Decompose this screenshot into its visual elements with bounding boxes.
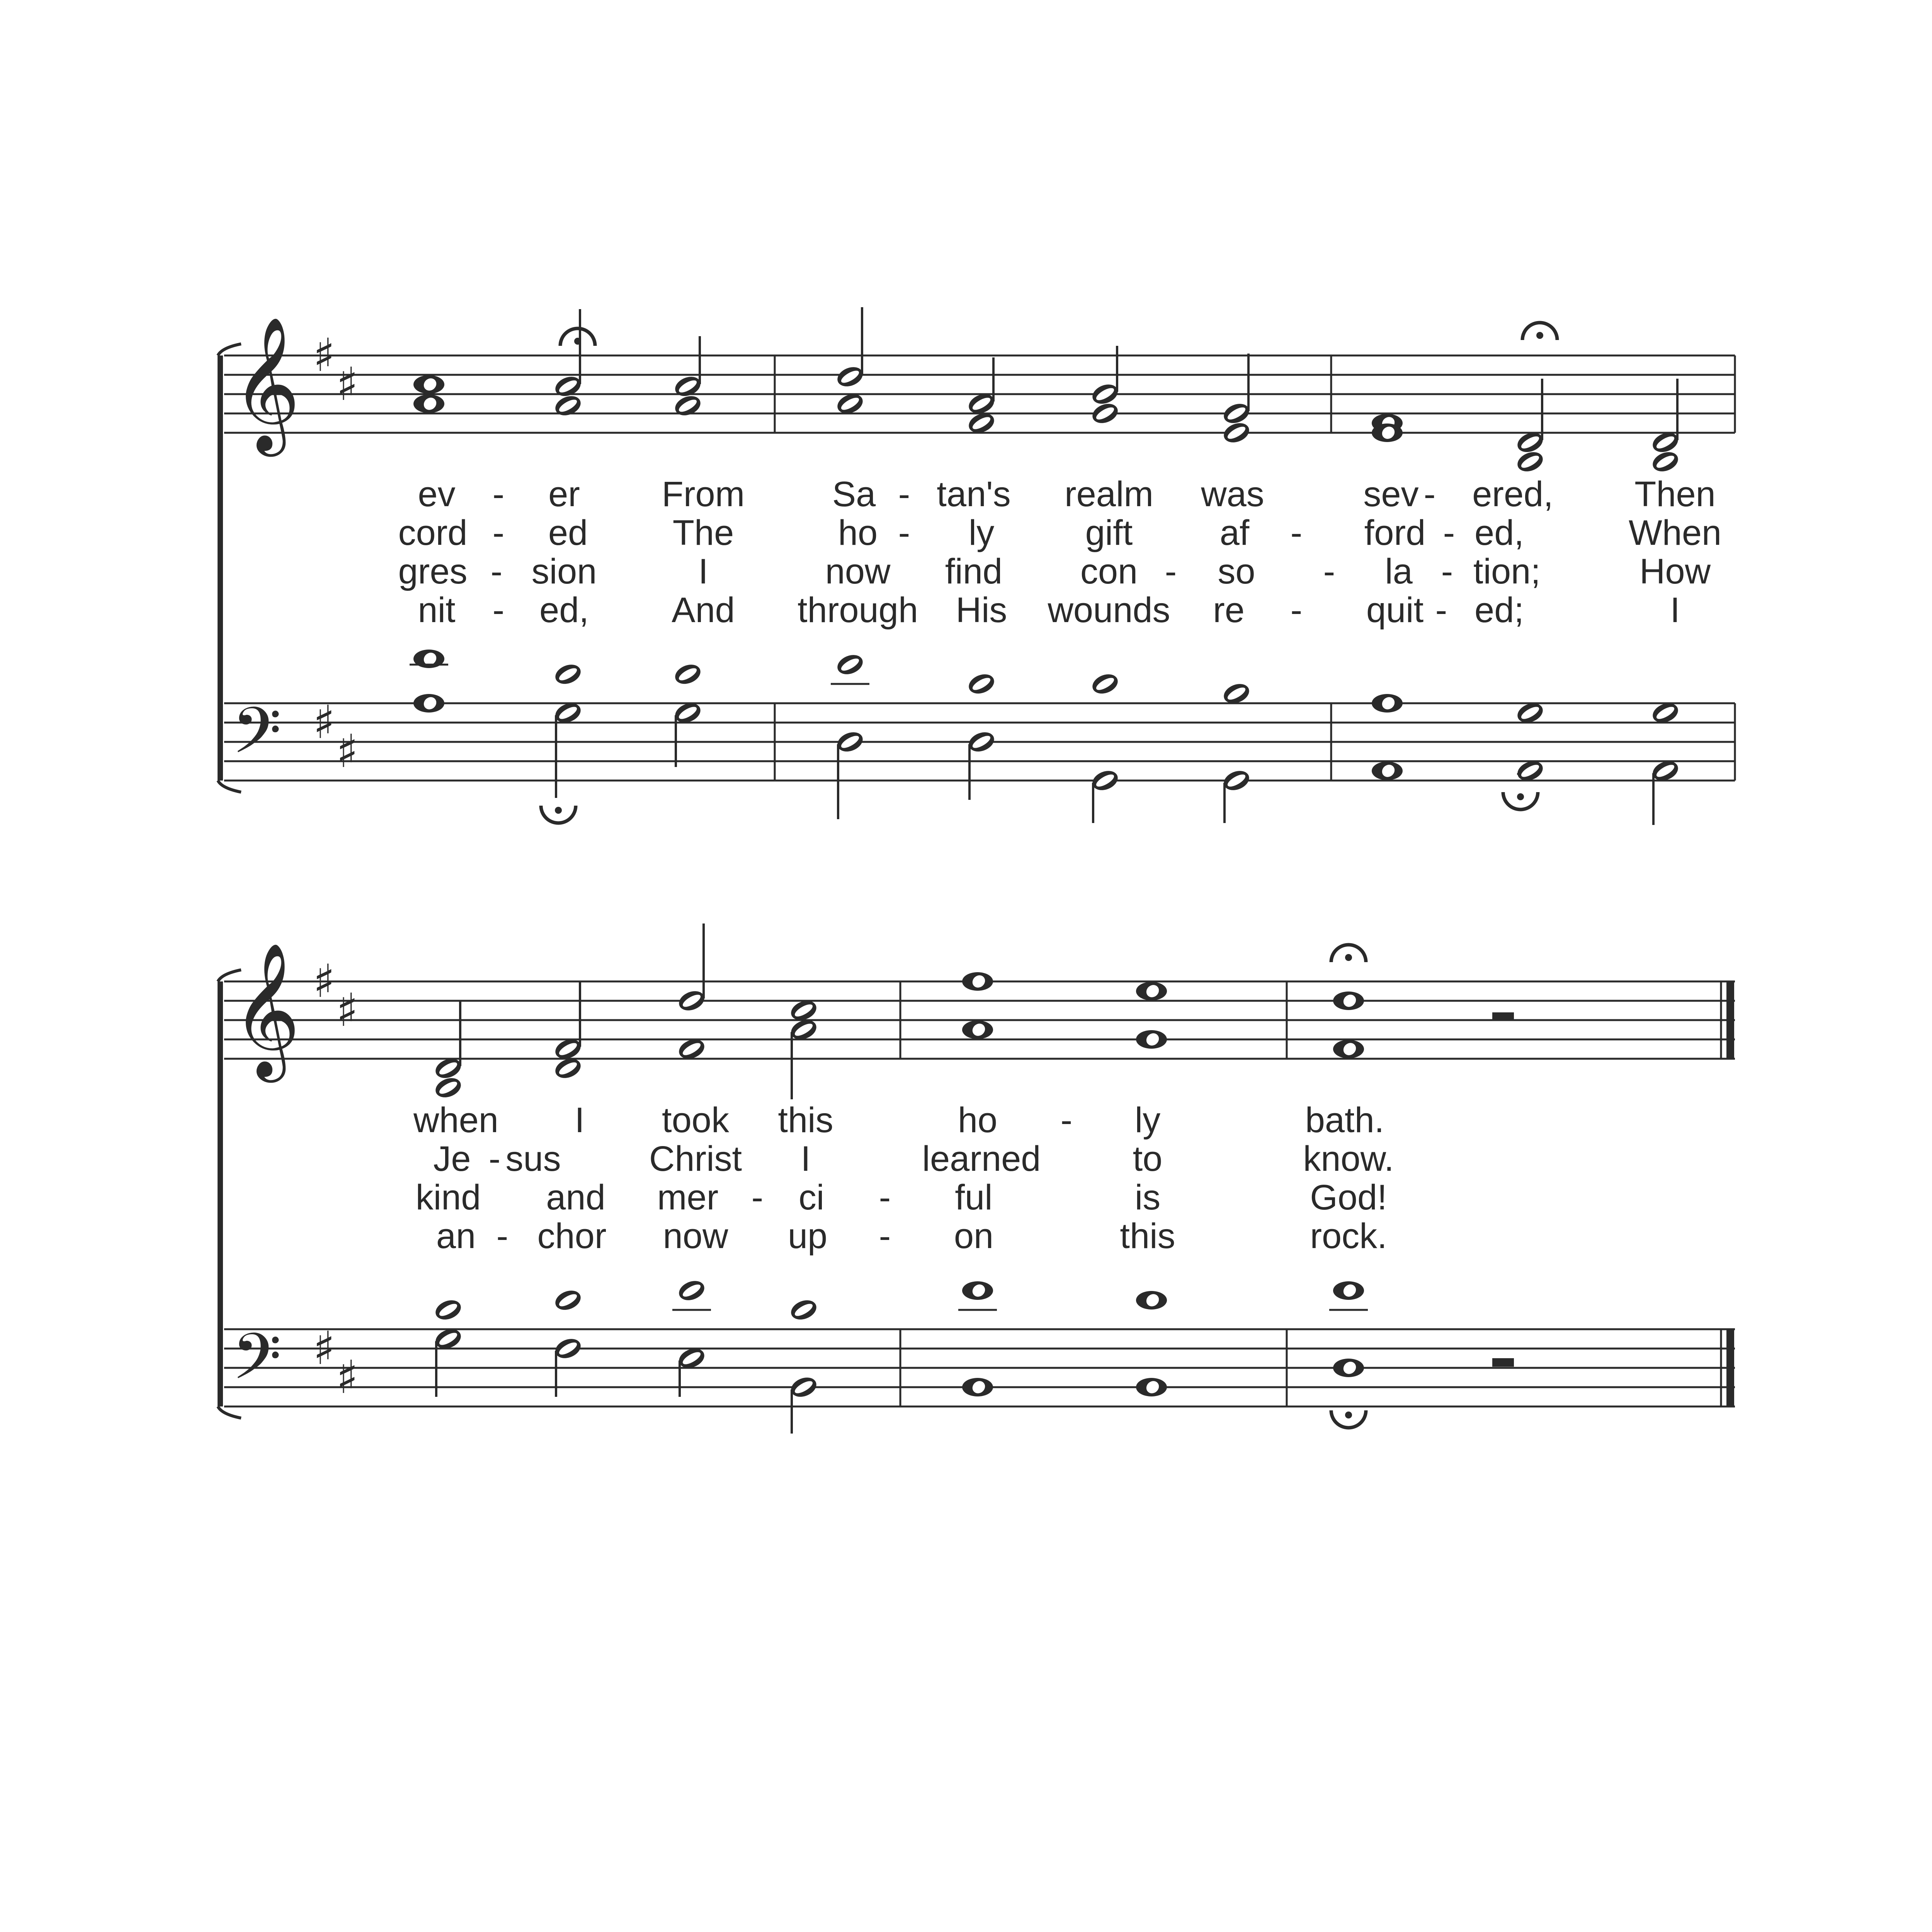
lyric-s1-v4-0: nit (418, 590, 456, 630)
half-note (1090, 671, 1121, 697)
half-note (672, 661, 703, 687)
half-note (1650, 449, 1681, 475)
lyric-s1-v3-12: tion; (1473, 552, 1541, 591)
half-rest-icon (1492, 1012, 1514, 1021)
lyric-s1-v1-6: tan's (937, 474, 1011, 514)
half-note (1221, 354, 1252, 427)
system-1-lyrics (398, 474, 1722, 630)
half-note (553, 309, 583, 400)
lyric-s1-v4-9: quit (1366, 590, 1424, 630)
lyric-s2-v4-6: on (954, 1216, 994, 1256)
lyric-s2-v2-4: I (801, 1139, 811, 1179)
lyric-s2-v1-0: when (413, 1100, 498, 1140)
lyric-s1-v4-8: - (1290, 590, 1303, 630)
half-note (835, 651, 866, 678)
half-note (1515, 379, 1546, 456)
sharp-icon: ♯ (336, 983, 359, 1037)
lyric-s2-v4-5: - (879, 1216, 891, 1256)
lyric-s2-v1-2: took (662, 1100, 729, 1140)
half-note (553, 981, 583, 1062)
whole-note (1333, 1359, 1364, 1377)
lyric-s1-v3-2: sion (531, 552, 597, 591)
lyric-s1-v4-7: re (1213, 590, 1245, 630)
lyric-s2-v2-7: know. (1303, 1139, 1394, 1179)
lyric-s1-v1-8: was (1201, 474, 1264, 514)
half-note (1221, 767, 1252, 823)
whole-note (1372, 762, 1403, 780)
half-note (433, 1326, 464, 1397)
sharp-icon: ♯ (336, 1350, 359, 1404)
half-note (553, 393, 583, 419)
treble-clef-icon: 𝄞 (232, 942, 301, 1077)
lyric-s2-v1-5: - (1060, 1100, 1073, 1140)
lyric-s1-v1-0: ev (418, 474, 456, 514)
lyric-s1-v2-5: - (898, 513, 910, 553)
half-note (966, 357, 997, 417)
half-note (966, 729, 997, 800)
lyric-s2-v3-4: ci (798, 1178, 825, 1217)
lyric-s1-v2-0: cord (398, 513, 468, 553)
half-note (553, 661, 583, 687)
whole-note (962, 1281, 993, 1300)
lyric-s2-v2-6: to (1133, 1139, 1163, 1179)
bass-clef-icon: 𝄢 (232, 694, 282, 784)
lyric-s1-v1-7: realm (1064, 474, 1154, 514)
whole-note (1372, 694, 1403, 713)
half-note (1650, 379, 1681, 456)
lyric-s1-v1-12: Then (1634, 474, 1716, 514)
lyric-s1-v1-4: Sa (832, 474, 876, 514)
lyrics (398, 474, 1722, 1256)
half-note (433, 1297, 464, 1323)
lyric-s1-v3-11: - (1441, 552, 1453, 591)
half-note (1090, 767, 1121, 823)
system-2-lyrics (413, 1100, 1394, 1256)
lyric-s2-v3-8: God! (1310, 1178, 1387, 1217)
lyric-s2-v2-1: - (488, 1139, 501, 1179)
lyric-s1-v2-2: ed (548, 513, 588, 553)
lyric-s2-v1-7: bath. (1305, 1100, 1384, 1140)
whole-note (962, 972, 993, 991)
lyric-s1-v2-13: When (1628, 513, 1722, 553)
whole-note (1136, 982, 1167, 1000)
lyric-s1-v3-6: con (1080, 552, 1138, 591)
whole-note (413, 694, 444, 713)
half-note (966, 671, 997, 697)
lyric-s1-v4-5: His (956, 590, 1007, 630)
half-note (672, 336, 703, 400)
sharp-icon: ♯ (313, 1321, 335, 1375)
lyric-s1-v2-1: - (492, 513, 505, 553)
lyric-s1-v2-3: The (672, 513, 734, 553)
half-note (676, 923, 707, 1014)
fermata-dot (1345, 954, 1352, 961)
half-note (672, 393, 703, 419)
lyric-s1-v1-11: ered, (1472, 474, 1553, 514)
lyric-s1-v4-4: through (797, 590, 918, 630)
lyric-s1-v1-1: - (492, 474, 505, 514)
fermata-dot (1517, 793, 1524, 800)
lyric-s1-v1-5: - (898, 474, 910, 514)
lyric-s1-v1-10: - (1423, 474, 1436, 514)
lyric-s1-v2-7: gift (1085, 513, 1133, 553)
lyric-s1-v3-10: la (1385, 552, 1413, 591)
lyric-s2-v1-3: this (778, 1100, 833, 1140)
lyric-s1-v1-2: er (548, 474, 580, 514)
whole-note (1136, 1030, 1167, 1049)
sharp-icon: ♯ (313, 328, 335, 382)
lyric-s1-v3-5: find (945, 552, 1003, 591)
half-note (1221, 420, 1252, 446)
lyric-s1-v4-2: ed, (539, 590, 589, 630)
lyric-s2-v3-3: - (751, 1178, 764, 1217)
lyric-s2-v4-0: an (436, 1216, 476, 1256)
lyric-s2-v3-5: - (879, 1178, 891, 1217)
half-note (676, 1345, 707, 1397)
half-note (835, 307, 866, 390)
half-note (1650, 758, 1681, 825)
lyric-s2-v2-0: Je (433, 1139, 471, 1179)
half-note (835, 729, 866, 819)
lyric-s1-v3-13: How (1639, 552, 1711, 591)
lyric-s1-v1-3: From (662, 474, 745, 514)
whole-note (1136, 1291, 1167, 1310)
half-note (1515, 449, 1546, 475)
lyric-s2-v2-2: sus (505, 1139, 561, 1179)
lyric-s1-v4-3: And (672, 590, 735, 630)
lyric-s1-v2-8: af (1219, 513, 1250, 553)
bass-clef-icon: 𝄢 (232, 1320, 282, 1410)
lyric-s2-v4-7: this (1120, 1216, 1175, 1256)
treble-clef-icon: 𝄞 (232, 316, 301, 451)
lyric-s1-v1-9: sev (1363, 474, 1419, 514)
whole-note (1333, 1281, 1364, 1300)
lyric-s1-v2-12: ed, (1475, 513, 1524, 553)
lyric-s2-v3-7: is (1134, 1178, 1161, 1217)
sharp-icon: ♯ (313, 696, 335, 749)
lyric-s1-v3-7: - (1165, 552, 1177, 591)
lyric-s2-v4-1: - (496, 1216, 509, 1256)
whole-note (962, 1378, 993, 1396)
half-note (788, 1374, 819, 1434)
lyric-s2-v1-1: I (575, 1100, 585, 1140)
half-note (553, 700, 583, 798)
sharp-icon: ♯ (336, 724, 359, 778)
lyric-s2-v3-0: kind (415, 1178, 481, 1217)
sharp-icon: ♯ (336, 357, 359, 411)
whole-note (1136, 1378, 1167, 1396)
lyric-s1-v4-11: ed; (1475, 590, 1524, 630)
whole-note (413, 395, 444, 413)
lyric-s1-v2-11: - (1443, 513, 1455, 553)
lyric-s2-v4-3: now (663, 1216, 728, 1256)
fermata-dot (555, 807, 562, 814)
lyric-s1-v3-9: - (1323, 552, 1335, 591)
lyric-s2-v2-3: Christ (649, 1139, 742, 1179)
lyric-s2-v3-1: and (546, 1178, 605, 1217)
lyric-s2-v4-2: chor (537, 1216, 607, 1256)
lyric-s1-v3-0: gres (398, 552, 468, 591)
fermata-dot (574, 338, 581, 345)
lyric-s2-v2-5: learned (922, 1139, 1041, 1179)
lyric-s1-v4-1: - (492, 590, 505, 630)
lyric-s1-v3-3: I (698, 552, 708, 591)
half-note (1090, 400, 1121, 427)
lyric-s1-v4-10: - (1435, 590, 1447, 630)
lyric-s1-v3-8: so (1218, 552, 1255, 591)
fermata-dot (1345, 1412, 1352, 1418)
lyric-s2-v3-2: mer (657, 1178, 719, 1217)
lyric-s1-v4-6: wounds (1048, 590, 1170, 630)
lyric-s1-v2-4: ho (838, 513, 878, 553)
lyric-s1-v2-9: - (1290, 513, 1303, 553)
sharp-icon: ♯ (313, 954, 335, 1008)
half-note (788, 1297, 819, 1323)
half-note (433, 1075, 464, 1101)
whole-note (1333, 992, 1364, 1010)
lyric-s1-v3-1: - (490, 552, 503, 591)
half-note (553, 1287, 583, 1313)
lyric-s2-v1-4: ho (957, 1100, 998, 1140)
lyric-s2-v4-4: up (787, 1216, 828, 1256)
lyric-s1-v2-6: ly (968, 513, 995, 553)
whole-note (413, 375, 444, 394)
fermata-dot (1536, 332, 1543, 339)
half-note (672, 700, 703, 767)
whole-note (1333, 1040, 1364, 1058)
lyric-s1-v2-10: ford (1364, 513, 1426, 553)
whole-note (962, 1020, 993, 1039)
lyric-s2-v3-6: ful (955, 1178, 993, 1217)
lyric-s2-v4-8: rock. (1310, 1216, 1387, 1256)
half-note (433, 1001, 464, 1082)
lyric-s1-v3-4: now (825, 552, 891, 591)
whole-note (1372, 423, 1403, 442)
half-rest-icon (1492, 1358, 1514, 1367)
lyric-s1-v4-12: I (1670, 590, 1680, 630)
half-note (676, 1277, 707, 1304)
lyric-s2-v1-6: ly (1134, 1100, 1161, 1140)
